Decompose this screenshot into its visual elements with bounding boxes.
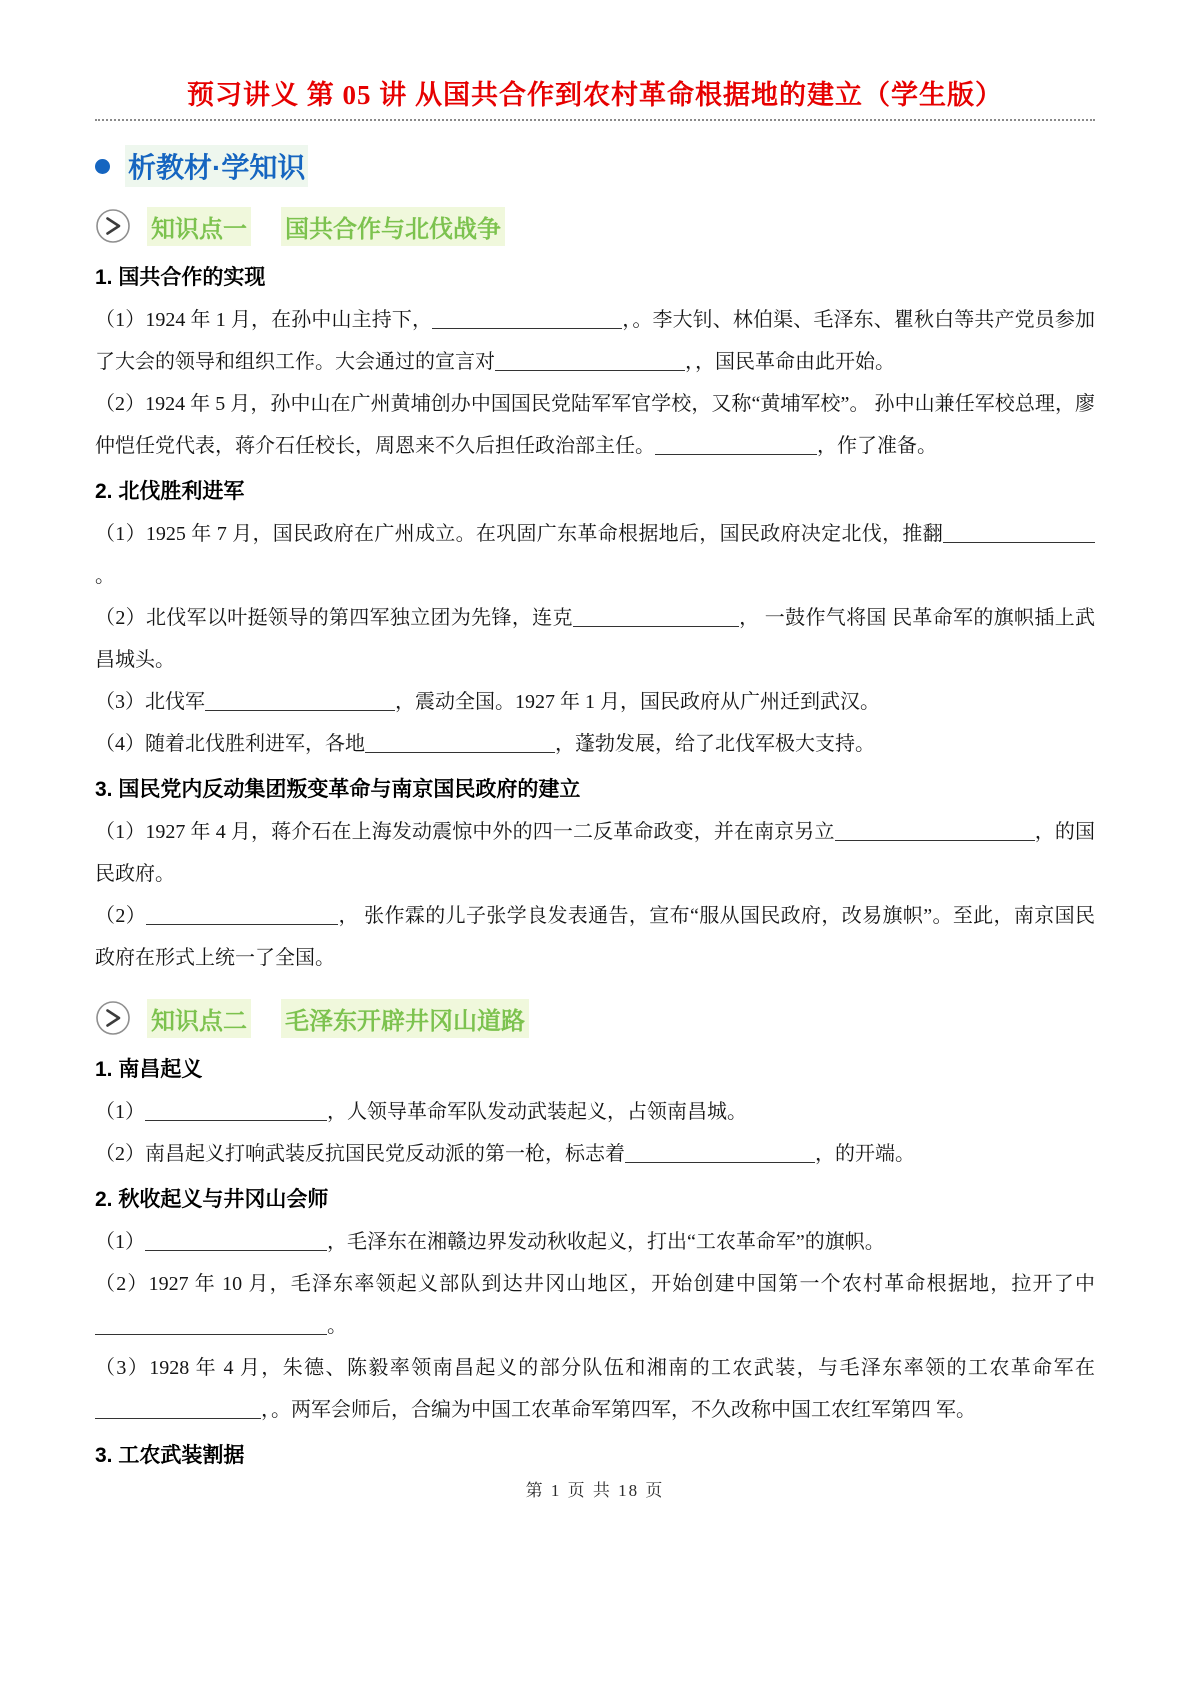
fill-in-blank xyxy=(145,1230,327,1251)
paragraph xyxy=(95,895,1095,979)
fill-in-blank xyxy=(432,308,622,329)
paragraph xyxy=(95,383,1095,467)
text-run: （2）1924 年 5 月，孙中山在广州黄埔创办中国国民党陆军军官学校，又称“黄埔军校”。 孙中山兼任军校总理，廖仲恺任党代表，蒋介石任校长，周恩来不久后担任政治部主任。 xyxy=(95,393,1095,457)
fill-in-blank xyxy=(573,606,739,627)
paragraph xyxy=(95,723,1095,765)
text-run: （2）南昌起义打响武装反抗国民党反动派的第一枪，标志着 xyxy=(95,1143,625,1165)
fill-in-blank xyxy=(943,522,1095,543)
chevron-circle-icon xyxy=(95,208,131,244)
dotted-divider xyxy=(95,119,1095,121)
text-run: （1）1924 年 1 月，在孙中山主持下， xyxy=(95,309,433,331)
paragraph xyxy=(95,1091,1095,1133)
paragraph xyxy=(95,1263,1095,1347)
text-run: ，。李大钊、林伯渠、毛泽东、瞿秋白等共产党员参加了大会的领导和组织工作。大会通过的宣言对 xyxy=(95,309,1096,373)
paragraph xyxy=(95,811,1095,895)
paragraph xyxy=(95,597,1095,681)
paragraph xyxy=(95,1133,1095,1175)
fill-in-blank xyxy=(625,1142,815,1163)
text-run: ，人领导革命军队发动武装起义，占领南昌城。 xyxy=(327,1101,747,1123)
text-run: ，的国民政府。 xyxy=(95,821,1095,885)
text-run: （2）北伐军以叶挺领导的第四军独立团为先锋，连克 xyxy=(95,607,573,629)
sub-heading: 3. 国民党内反动集团叛变革命与南京国民政府的建立 xyxy=(95,778,581,801)
page-number: 第 1 页 共 18 页 xyxy=(525,1481,665,1500)
text-run: （1）1927 年 4 月，蒋介石在上海发动震惊中外的四一二反革命政变，并在南京另立 xyxy=(95,821,835,843)
sub-heading: 2. 北伐胜利进军 xyxy=(95,480,245,503)
fill-in-blank xyxy=(145,1100,327,1121)
sub-heading: 2. 秋收起义与井冈山会师 xyxy=(95,1188,329,1211)
fill-in-blank xyxy=(495,350,685,371)
text-run: （3）1928 年 4 月，朱德、陈毅率领南昌起义的部分队伍和湘南的工农武装，与毛泽东率领的工农革命军在 xyxy=(95,1357,1095,1379)
text-run: （1） xyxy=(95,1231,145,1253)
sub-heading: 3. 工农武装割据 xyxy=(95,1444,245,1467)
fill-in-blank xyxy=(146,904,338,925)
chevron-circle-icon xyxy=(95,1000,131,1036)
text-run: ，作了准备。 xyxy=(817,435,937,457)
text-run: 。 xyxy=(327,1315,347,1337)
text-run: ，的开端。 xyxy=(815,1143,915,1165)
paragraph xyxy=(95,299,1095,383)
kp-title: 毛泽东开辟井冈山道路 xyxy=(281,999,529,1038)
text-run: ， 张作霖的儿子张学良发表通告，宣布“服从国民政府，改易旗帜”。至此，南京国民政府在形式上统一了全国。 xyxy=(95,905,1095,969)
kp-title: 国共合作与北伐战争 xyxy=(281,207,505,246)
text-run: ，蓬勃发展，给了北伐军极大支持。 xyxy=(555,733,875,755)
sub-heading: 1. 国共合作的实现 xyxy=(95,266,266,289)
text-run: ，震动全国。1927 年 1 月，国民政府从广州迁到武汉。 xyxy=(395,691,880,713)
text-run: 。 xyxy=(95,565,115,587)
fill-in-blank xyxy=(365,732,555,753)
text-run: （3）北伐军 xyxy=(95,691,205,713)
text-run: （2）1927 年 10 月，毛泽东率领起义部队到达井冈山地区，开始创建中国第一个农村革命根据地，拉开了中 xyxy=(95,1273,1095,1295)
text-run: ，毛泽东在湘赣边界发动秋收起义，打出“工农革命军”的旗帜。 xyxy=(327,1231,885,1253)
text-run: ，，国民革命由此开始。 xyxy=(685,351,895,373)
paragraph xyxy=(95,1221,1095,1263)
text-run: （1）1925 年 7 月，国民政府在广州成立。在巩固广东革命根据地后，国民政府决定北伐，推翻 xyxy=(95,523,943,545)
text-run: （4）随着北伐胜利进军，各地 xyxy=(95,733,365,755)
text-run: ， 一鼓作气将国 民革命军的旗帜插上武昌城头。 xyxy=(95,607,1096,671)
blue-dot-icon xyxy=(95,159,110,174)
fill-in-blank xyxy=(205,690,395,711)
knowledge-point-heading xyxy=(95,203,1095,249)
paragraph xyxy=(95,513,1095,597)
fill-in-blank xyxy=(655,434,817,455)
fill-in-blank xyxy=(835,820,1035,841)
paragraph xyxy=(95,1347,1095,1431)
knowledge-point-heading xyxy=(95,995,1095,1041)
kp-label: 知识点一 xyxy=(147,207,251,246)
paragraph xyxy=(95,681,1095,723)
section-heading xyxy=(95,145,1095,187)
sub-heading: 1. 南昌起义 xyxy=(95,1058,203,1081)
fill-in-blank xyxy=(95,1314,327,1335)
content-blocks xyxy=(95,203,1095,1477)
text-run: （1） xyxy=(95,1101,145,1123)
text-run: （2） xyxy=(95,905,147,927)
page-title: 预习讲义 第 05 讲 从国共合作到农村革命根据地的建立（学生版） xyxy=(187,80,1003,110)
kp-label: 知识点二 xyxy=(147,999,251,1038)
text-run: ，。两军会师后，合编为中国工农革命军第四军，不久改称中国工农红军第四 军。 xyxy=(261,1399,976,1421)
fill-in-blank xyxy=(95,1398,261,1419)
section-heading-label: 析教材·学知识 xyxy=(125,145,308,187)
